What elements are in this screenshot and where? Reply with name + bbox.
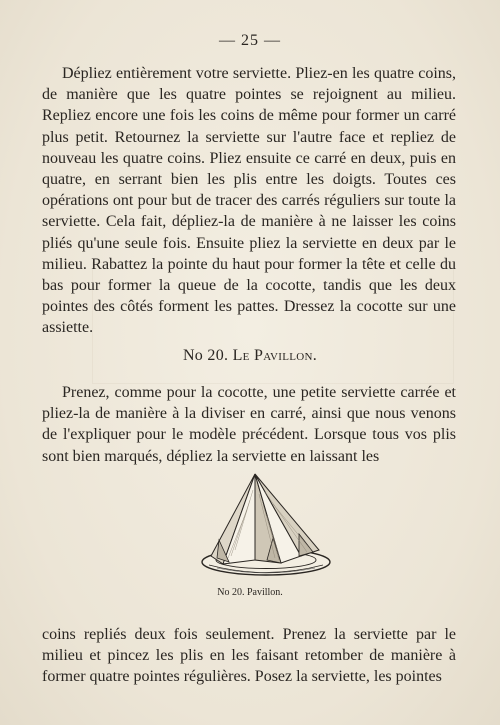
paragraph-text: Prenez, comme pour la cocotte, une petite serviette carrée et pliez-la de manière à la diviser en carré, ainsi que nous venons de l'expliquer pour le modèle précédent. Lorsque tous vos plis sont bien marqués, dépliez la serviette en laissant les [42, 384, 456, 465]
paragraph-pavillon-intro [42, 382, 456, 467]
paragraph-pavillon-continued [42, 624, 456, 688]
paragraph-text: Dépliez entièrement votre serviette. Pliez-en les quatre coins, de manière que les quatre pointes se rejoignent au milieu. Repliez encore une fois les coins de même pour former un carré plus petit. Retournez la serviette sur l'autre face et repliez de nouveau les quatre coins. Pliez ensuite ce carré en deux, puis en quatre, en serrant bien les plis entre les doigts. Toutes ces opérations ont pour but de tracer des carrés réguliers sur toute la serviette. Cela fait, dépliez-la de manière à ne laisser les coins pliés qu'une seule fois. Ensuite pliez la serviette en deux par le milieu. Rabattez la pointe du haut pour former la tête et celle du bas pour former la queue de la cocotte, tandis que les deux pointes des côtés forment les pattes. Dressez la cocotte sur une assiette. [42, 65, 456, 337]
section-heading [0, 347, 500, 365]
figure-caption: No 20. Pavillon. [217, 587, 283, 598]
page-number: — 25 — [219, 32, 281, 49]
paragraph-cocotte-instructions [42, 63, 456, 339]
heading-number: No 20. [182, 347, 229, 364]
pavillon-napkin-illustration [195, 470, 337, 582]
paragraph-text: coins repliés deux fois seulement. Prenez la serviette par le milieu et pincez les plis en les faisant retomber de manière à former quatre pointes régulières. Posez la serviette, les pointes [42, 626, 456, 686]
heading-title: Le Pavillon. [232, 347, 318, 364]
